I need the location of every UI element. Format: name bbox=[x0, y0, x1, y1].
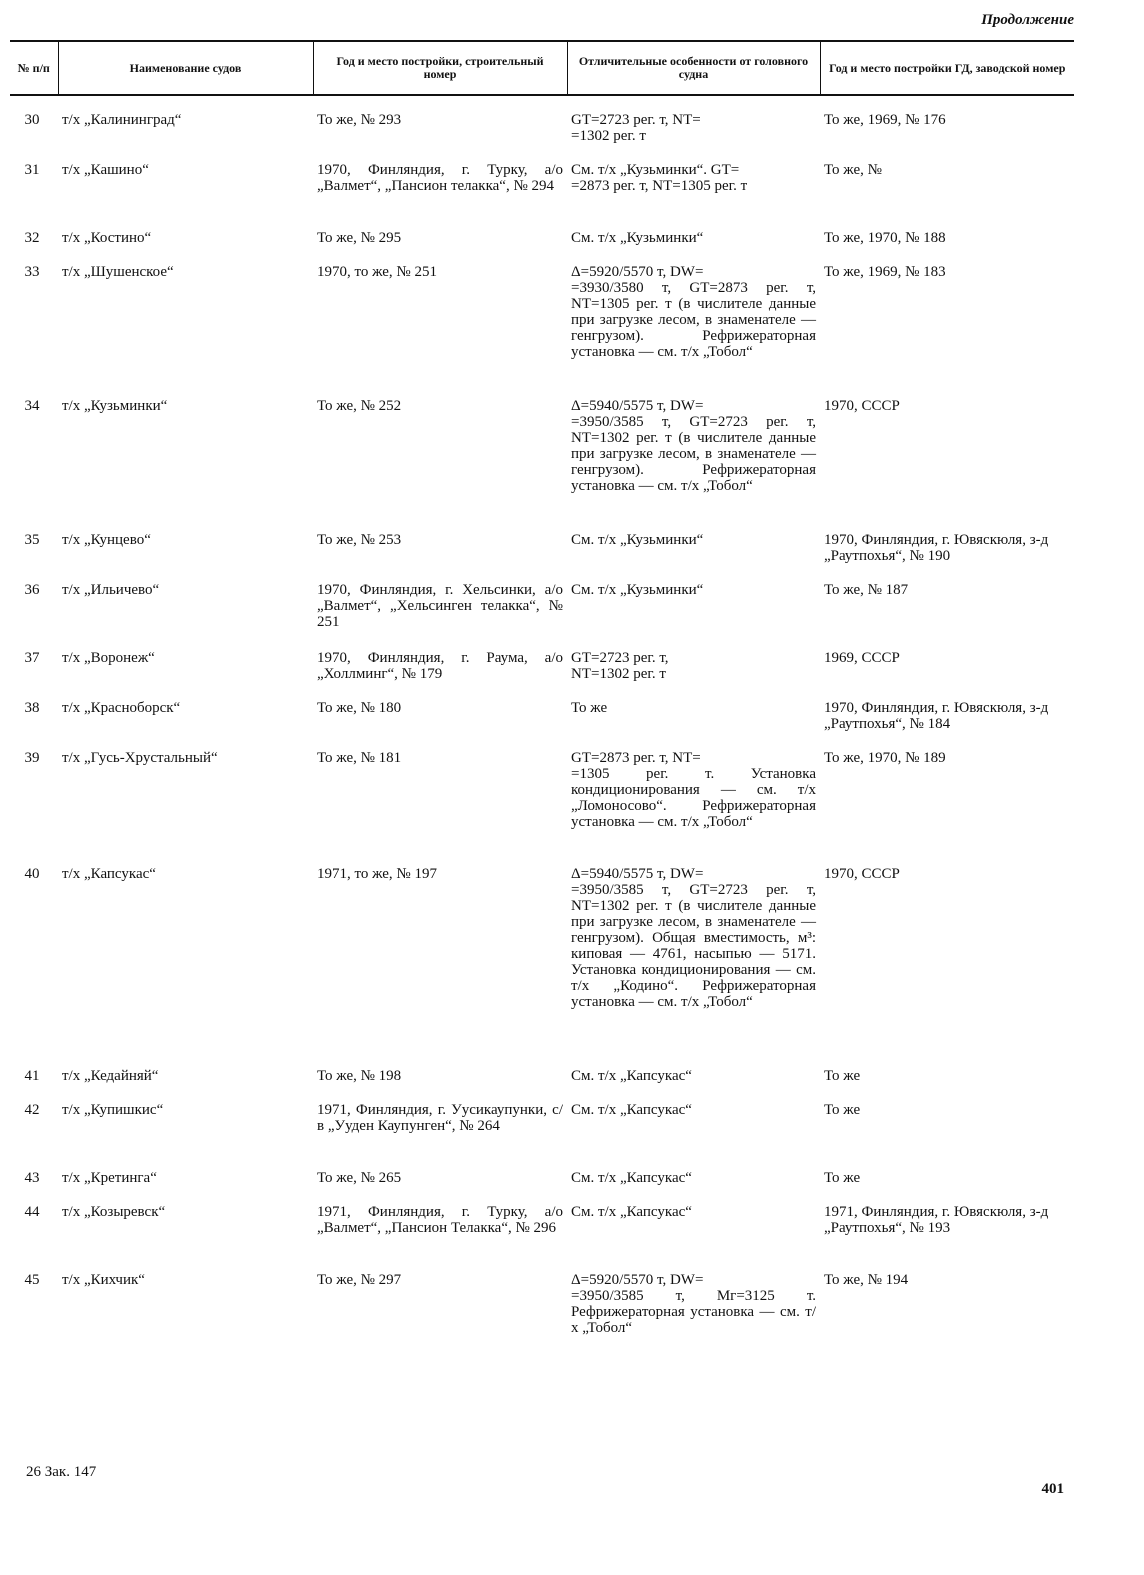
cell-features: GT=2873 рег. т, NT= =1305 рег. т. Установка кондиционирования — см. т/х „Ломоносово“. Рефрижераторная установка — см. т/х „Тобол“ bbox=[571, 750, 816, 830]
cell-name: т/х „Кашино“ bbox=[62, 162, 149, 178]
table-row bbox=[10, 162, 1074, 230]
cell-features: См. т/х „Кузьминки“ bbox=[571, 230, 704, 246]
cell-built: 1970, то же, № 251 bbox=[317, 264, 437, 280]
cell-name: т/х „Калининград“ bbox=[62, 112, 182, 128]
cell-engine: То же, № bbox=[824, 162, 882, 178]
table-row bbox=[10, 1170, 1074, 1204]
table-row bbox=[10, 650, 1074, 700]
cell-engine: 1970, СССР bbox=[824, 398, 900, 414]
cell-features: См. т/х „Капсукас“ bbox=[571, 1102, 692, 1118]
page-number: 401 bbox=[1041, 1481, 1064, 1497]
cell-name: т/х „Козыревск“ bbox=[62, 1204, 166, 1220]
cell-engine: 1970, СССР bbox=[824, 866, 900, 882]
cell-num: 45 bbox=[24, 1272, 40, 1288]
table-row bbox=[10, 230, 1074, 264]
cell-num: 41 bbox=[24, 1068, 40, 1084]
cell-num: 30 bbox=[24, 112, 40, 128]
table-row bbox=[10, 582, 1074, 650]
cell-engine: То же bbox=[824, 1068, 861, 1084]
table-row bbox=[10, 264, 1074, 398]
table-row bbox=[10, 112, 1074, 162]
cell-built: 1971, Финляндия, г. Турку, а/о „Валмет“, „Пансион Телакка“, № 296 bbox=[317, 1204, 563, 1236]
cell-built: То же, № 265 bbox=[317, 1170, 402, 1186]
cell-num: 35 bbox=[24, 532, 40, 548]
cell-features: Δ=5920/5570 т, DW= =3950/3585 т, Mг=3125 т. Рефрижераторная установка — см. т/х „Тобол“ bbox=[571, 1272, 816, 1336]
header-engine: Год и место постройки ГД, заводской номер bbox=[820, 41, 1074, 95]
cell-name: т/х „Кедайняй“ bbox=[62, 1068, 159, 1084]
cell-num: 44 bbox=[24, 1204, 40, 1220]
cell-engine: То же, 1969, № 176 bbox=[824, 112, 946, 128]
table-row bbox=[10, 1102, 1074, 1170]
cell-features: Δ=5940/5575 т, DW= =3950/3585 т, GT=2723 рег. т, NT=1302 рег. т (в числителе данные при загрузке лесом, в знаменателе — генгрузом). Общая вместимость, м³: киповая — 4761, насыпью — 5171. Установка кондиционирования — см. т/х „Кодино“. Рефрижераторная установка — см. т/х „Тобол“ bbox=[571, 866, 816, 1010]
cell-features: См. т/х „Кузьминки“ bbox=[571, 532, 704, 548]
cell-num: 39 bbox=[24, 750, 40, 766]
cell-features: См. т/х „Капсукас“ bbox=[571, 1204, 692, 1220]
table-body bbox=[10, 95, 1074, 1362]
cell-engine: То же, № 194 bbox=[824, 1272, 909, 1288]
cell-name: т/х „Шушенское“ bbox=[62, 264, 174, 280]
cell-features: То же bbox=[571, 700, 608, 716]
cell-built: 1970, Финляндия, г. Турку, а/о „Валмет“, „Пансион телакка“, № 294 bbox=[317, 162, 563, 194]
cell-name: т/х „Воронеж“ bbox=[62, 650, 155, 666]
cell-engine: То же, 1970, № 189 bbox=[824, 750, 946, 766]
cell-engine: То же, 1969, № 183 bbox=[824, 264, 946, 280]
cell-name: т/х „Купишкис“ bbox=[62, 1102, 164, 1118]
continuation-label: Продолжение bbox=[981, 12, 1074, 28]
cell-features: Δ=5940/5575 т, DW= =3950/3585 т, GT=2723 рег. т, NT=1302 рег. т (в числителе данные при загрузке лесом, в знаменателе — генгрузом). Рефрижераторная установка — см. т/х „Тобол“ bbox=[571, 398, 816, 494]
cell-num: 40 bbox=[24, 866, 40, 882]
cell-engine: То же, № 187 bbox=[824, 582, 909, 598]
cell-features: GT=2723 рег. т, NT= =1302 рег. т bbox=[571, 112, 701, 144]
cell-built: То же, № 252 bbox=[317, 398, 402, 414]
table-row bbox=[10, 1204, 1074, 1272]
table-row bbox=[10, 750, 1074, 866]
cell-engine: 1971, Финляндия, г. Ювяскюля, з-д „Раутпохья“, № 193 bbox=[824, 1204, 1049, 1236]
cell-features: GT=2723 рег. т, NT=1302 рег. т bbox=[571, 650, 669, 682]
cell-num: 43 bbox=[24, 1170, 40, 1186]
cell-name: т/х „Кузьминки“ bbox=[62, 398, 168, 414]
header-num: № п/п bbox=[10, 41, 58, 95]
header-name: Наименование судов bbox=[58, 41, 313, 95]
cell-features: См. т/х „Кузьминки“. GT= =2873 рег. т, NT=1305 рег. т bbox=[571, 162, 748, 194]
cell-engine: То же bbox=[824, 1170, 861, 1186]
cell-engine: 1969, СССР bbox=[824, 650, 900, 666]
cell-num: 32 bbox=[24, 230, 40, 246]
cell-built: 1970, Финляндия, г. Раума, а/о „Холлминг“, № 179 bbox=[317, 650, 563, 682]
header-features: Отличительные особенности от головного судна bbox=[567, 41, 820, 95]
cell-built: 1970, Финляндия, г. Хельсинки, а/о „Валмет“, „Хельсинген телакка“, № 251 bbox=[317, 582, 563, 630]
cell-num: 42 bbox=[24, 1102, 40, 1118]
cell-name: т/х „Гусь-Хрустальный“ bbox=[62, 750, 218, 766]
cell-name: т/х „Капсукас“ bbox=[62, 866, 156, 882]
header-built: Год и место постройки, строительный номер bbox=[313, 41, 567, 95]
cell-name: т/х „Кихчик“ bbox=[62, 1272, 145, 1288]
cell-features: См. т/х „Кузьминки“ bbox=[571, 582, 704, 598]
table-row bbox=[10, 1068, 1074, 1102]
cell-name: т/х „Ильичево“ bbox=[62, 582, 160, 598]
cell-built: 1971, Финляндия, г. Уусикаупунки, с/в „Ууден Каупунген“, № 264 bbox=[317, 1102, 563, 1134]
cell-features: См. т/х „Капсукас“ bbox=[571, 1068, 692, 1084]
cell-built: То же, № 198 bbox=[317, 1068, 402, 1084]
cell-built: То же, № 181 bbox=[317, 750, 402, 766]
table-header-row bbox=[10, 41, 1074, 95]
table-row bbox=[10, 532, 1074, 582]
cell-built: То же, № 295 bbox=[317, 230, 402, 246]
cell-num: 33 bbox=[24, 264, 40, 280]
cell-engine: То же bbox=[824, 1102, 861, 1118]
table-row bbox=[10, 398, 1074, 532]
cell-features: Δ=5920/5570 т, DW= =3930/3580 т, GT=2873 рег. т, NT=1305 рег. т (в числителе данные при загрузке лесом, в знаменателе — генгрузом). Рефрижераторная установка — см. т/х „Тобол“ bbox=[571, 264, 816, 360]
cell-built: То же, № 297 bbox=[317, 1272, 402, 1288]
footer-order-note: 26 Зак. 147 bbox=[26, 1464, 97, 1480]
cell-built: 1971, то же, № 197 bbox=[317, 866, 437, 882]
cell-num: 31 bbox=[24, 162, 40, 178]
cell-name: т/х „Костино“ bbox=[62, 230, 152, 246]
cell-built: То же, № 180 bbox=[317, 700, 402, 716]
cell-engine: 1970, Финляндия, г. Ювяскюля, з-д „Раутпохья“, № 190 bbox=[824, 532, 1049, 564]
cell-features: См. т/х „Капсукас“ bbox=[571, 1170, 692, 1186]
cell-num: 37 bbox=[24, 650, 40, 666]
table-row bbox=[10, 866, 1074, 1068]
ships-table bbox=[10, 40, 1074, 1362]
table-row bbox=[10, 700, 1074, 750]
cell-num: 36 bbox=[24, 582, 40, 598]
cell-num: 38 bbox=[24, 700, 40, 716]
cell-built: То же, № 293 bbox=[317, 112, 402, 128]
cell-name: т/х „Кунцево“ bbox=[62, 532, 151, 548]
cell-name: т/х „Красноборск“ bbox=[62, 700, 181, 716]
cell-num: 34 bbox=[24, 398, 40, 414]
cell-engine: То же, 1970, № 188 bbox=[824, 230, 946, 246]
cell-built: То же, № 253 bbox=[317, 532, 402, 548]
table-row bbox=[10, 1272, 1074, 1362]
cell-name: т/х „Кретинга“ bbox=[62, 1170, 157, 1186]
cell-engine: 1970, Финляндия, г. Ювяскюля, з-д „Раутпохья“, № 184 bbox=[824, 700, 1049, 732]
